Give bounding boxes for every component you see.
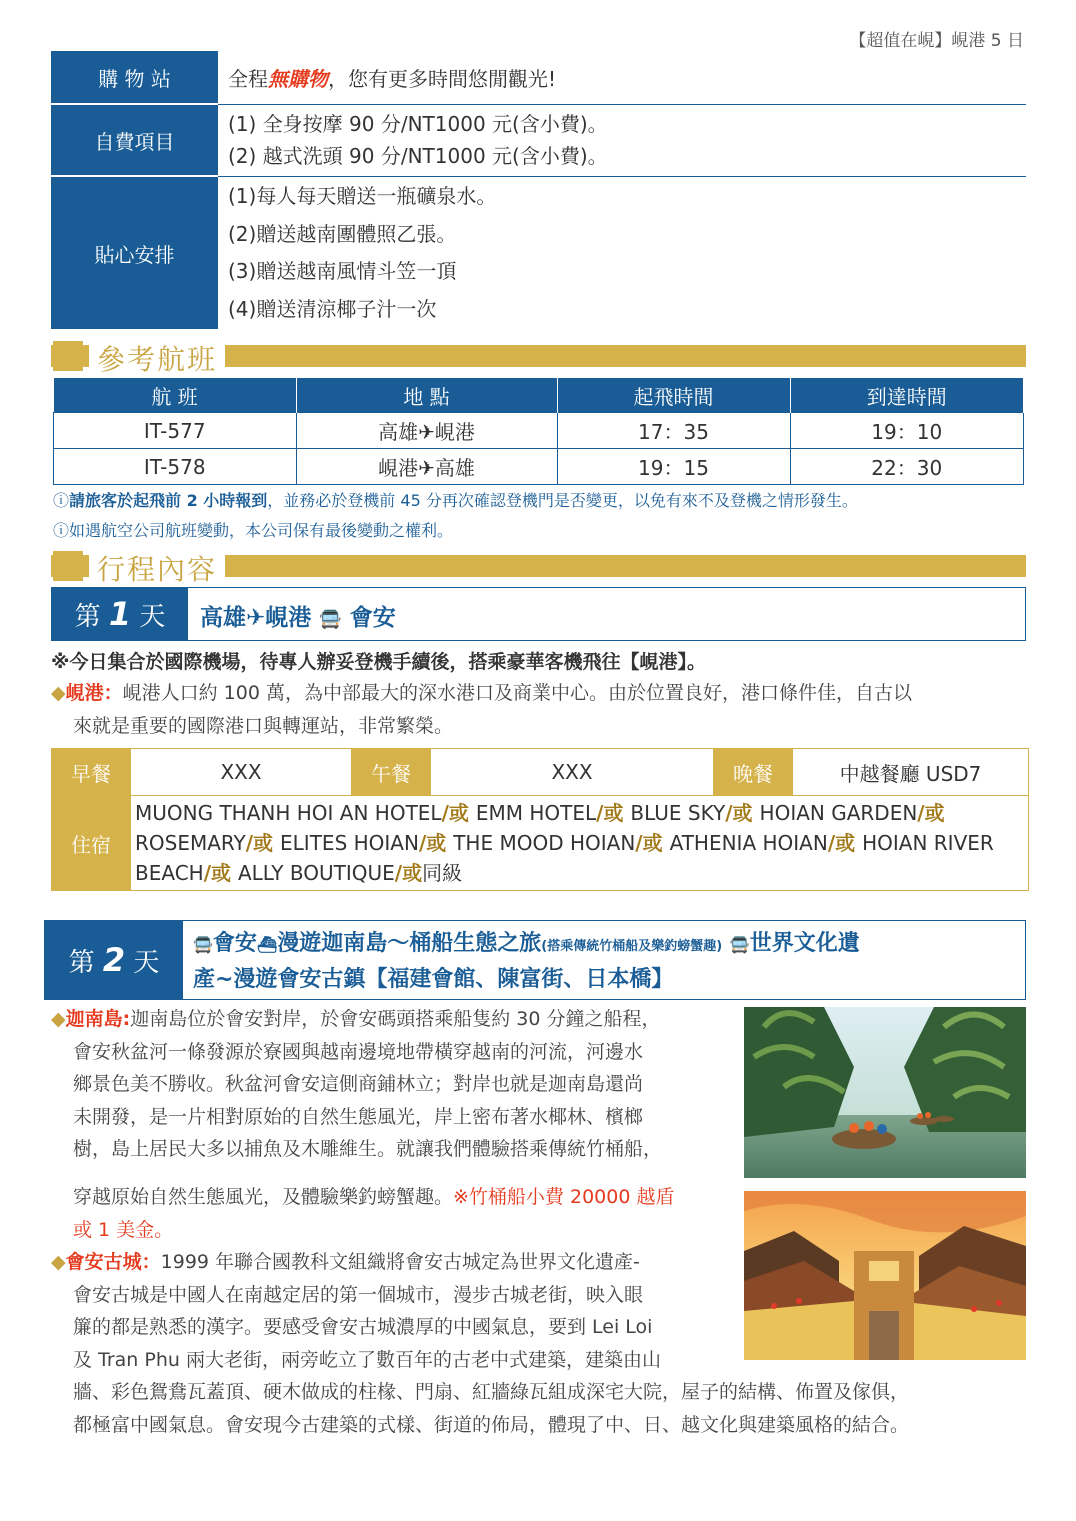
optional-items: [218, 104, 1026, 176]
section-block: [53, 551, 83, 581]
flight-number: IT-577: [54, 413, 297, 449]
day1-meals-table: [51, 748, 1029, 891]
flight-route: 峴港✈高雄: [296, 449, 557, 485]
dinner-label: 晚餐: [714, 749, 793, 796]
optional-item: (1) 全身按摩 90 分/NT1000 元(含小費)。: [228, 112, 608, 136]
bus-icon: 🚍: [193, 935, 213, 954]
bullet-icon: ◆: [51, 1251, 66, 1273]
plane-icon: ✈: [246, 605, 266, 631]
day1-title: 高雄✈峴港 🚍 會安: [200, 605, 396, 631]
col-header-flight: 航 班: [54, 378, 297, 413]
departure-time: 19：15: [557, 449, 790, 485]
flight-number: IT-578: [54, 449, 297, 485]
info-icon: ⓘ: [53, 491, 70, 510]
col-header-arrival: 到達時間: [790, 378, 1024, 413]
day1-header: [51, 587, 1026, 641]
care-item: (3)贈送越南風情斗笠一頂: [228, 259, 457, 284]
bus-icon: 🚍: [319, 609, 342, 630]
day2-title: 🚍會安⛴漫遊迦南島～桶船生態之旅(搭乘傳統竹桶船及樂釣螃蟹趣) 🚍世界文化遺 產~漫遊會安古鎮【福建會館、陳富街、日本橋】: [193, 931, 860, 992]
care-item: (4)贈送清涼椰子汁一次: [228, 296, 437, 321]
itinerary-tag: 【超值在峴】峴港 5 日: [849, 31, 1024, 51]
day1-number-badge: 第 1 天: [52, 588, 188, 640]
col-header-place: 地 點: [296, 378, 557, 413]
bullet-icon: ◆: [51, 1008, 66, 1030]
flights-section-title: 參考航班: [89, 338, 225, 378]
section-block: [53, 341, 83, 371]
flights-section-header: [51, 341, 1026, 376]
day2-cham-island-cont: 穿越原始自然生態風光，及體驗樂釣螃蟹趣。※竹桶船小費 20000 越盾 或 1 美金。: [73, 1186, 675, 1241]
breakfast-label: 早餐: [52, 749, 131, 796]
hoian-old-town-photo: [744, 1191, 1026, 1360]
day2-hoian-desc: ◆會安古城：1999 年聯合國教科文組織將會安古城定為世界文化遺產- 會安古城是中國人在南越定居的第一個城市，漫步古城老街，映入眼 簾的都是熟悉的漢字。要感受會安古城濃厚的中國氣息，要到 Lei Loi 及 Tran Phu 兩大老街，兩旁屹立了數百年的古老中式建築，建築由山: [51, 1251, 661, 1371]
care-item: (1)每人每天贈送一瓶礦泉水。: [228, 184, 497, 209]
care-items: [218, 176, 1026, 330]
dinner-value: 中越餐廳 USD7: [793, 749, 1029, 796]
day2-header: [44, 920, 1026, 1000]
boat-icon: ⛴: [256, 935, 278, 954]
day2-number-badge: 第 2 天: [45, 921, 183, 999]
plane-icon: ✈: [418, 456, 435, 480]
change-note: ⓘ如遇航空公司航班變動，本公司保有最後變動之權利。: [53, 521, 454, 540]
breakfast-value: XXX: [131, 749, 352, 796]
tip-note: ※竹桶船小費 20000 越盾: [453, 1186, 675, 1208]
care-item: (2)贈送越南團體照乙張。: [228, 221, 457, 246]
bus-icon: 🚍: [729, 935, 750, 954]
plane-icon: ✈: [418, 420, 435, 444]
optional-item: (2) 越式洗頭 90 分/NT1000 元(含小費)。: [228, 144, 608, 168]
hotel-label: 住宿: [52, 796, 131, 891]
info-table: [51, 51, 1026, 331]
flight-route: 高雄✈峴港: [296, 413, 557, 449]
flights-table: [53, 378, 1024, 485]
info-icon: ⓘ: [53, 521, 70, 540]
day1-intro: ※今日集合於國際機場，待專人辦妥登機手續後，搭乘豪華客機飛往【峴港】。: [51, 651, 706, 673]
optional-label: 自費項目: [51, 104, 218, 176]
no-shopping-highlight: 無購物: [268, 66, 328, 91]
table-row: [54, 449, 1024, 485]
departure-time: 17：35: [557, 413, 790, 449]
table-row: [54, 413, 1024, 449]
basket-boat-photo: [744, 1007, 1026, 1178]
lunch-value: XXX: [431, 749, 714, 796]
shopping-prefix: 全程: [228, 66, 268, 91]
bullet-icon: ◆: [51, 682, 66, 704]
col-header-departure: 起飛時間: [557, 378, 790, 413]
hotel-list: MUONG THANH HOI AN HOTEL/或 EMM HOTEL/或 BLUE SKY/或 HOIAN GARDEN/或 ROSEMARY/或 ELITES HOIAN/或 THE MOOD HOIAN/或 ATHENIA HOIAN/或 HOIAN RIVER BEACH/或 ALLY BOUTIQUE/或同級: [131, 796, 1029, 891]
lunch-label: 午餐: [352, 749, 431, 796]
shopping-label: 購 物 站: [51, 51, 218, 104]
care-label: 貼心安排: [51, 176, 218, 330]
itinerary-section-header: [51, 551, 1026, 586]
arrival-time: 22：30: [790, 449, 1024, 485]
day1-danang-desc: ◆峴港：峴港人口約 100 萬，為中部最大的深水港口及商業中心。由於位置良好，港口條件佳，自古以 來就是重要的國際港口與轉運站，非常繁榮。: [51, 682, 912, 737]
day2-hoian-desc-cont: 牆、彩色鴛鴦瓦蓋頂、硬木做成的柱椽、門扇、紅牆綠瓦組成深宅大院，屋子的結構、佈置及傢俱， 都極富中國氣息。會安現今古建築的式樣、街道的佈局，體現了中、日、越文化與建築風格的結合。: [73, 1381, 910, 1436]
itinerary-section-title: 行程內容: [89, 548, 225, 588]
day2-cham-island-desc: ◆迦南島:迦南島位於會安對岸，於會安碼頭搭乘船隻約 30 分鐘之船程， 會安秋盆河一條發源於寮國與越南邊境地帶橫穿越南的河流，河邊水 鄉景色美不勝收。秋盆河會安這側商鋪林立；對岸也就是迦南島還尚 未開發，是一片相對原始的自然生態風光，岸上密布著水椰林、檳榔 樹，島上居民大多以捕魚及木雕維生。就讓我們體驗搭乘傳統竹桶船，: [51, 1008, 663, 1160]
shopping-suffix: ，您有更多時間悠閒觀光!: [328, 66, 557, 91]
shopping-value: [218, 51, 1026, 104]
checkin-note: ⓘ請旅客於起飛前 2 小時報到，並務必於登機前 45 分再次確認登機門是否變更，以免有來不及登機之情形發生。: [53, 491, 858, 510]
arrival-time: 19：10: [790, 413, 1024, 449]
